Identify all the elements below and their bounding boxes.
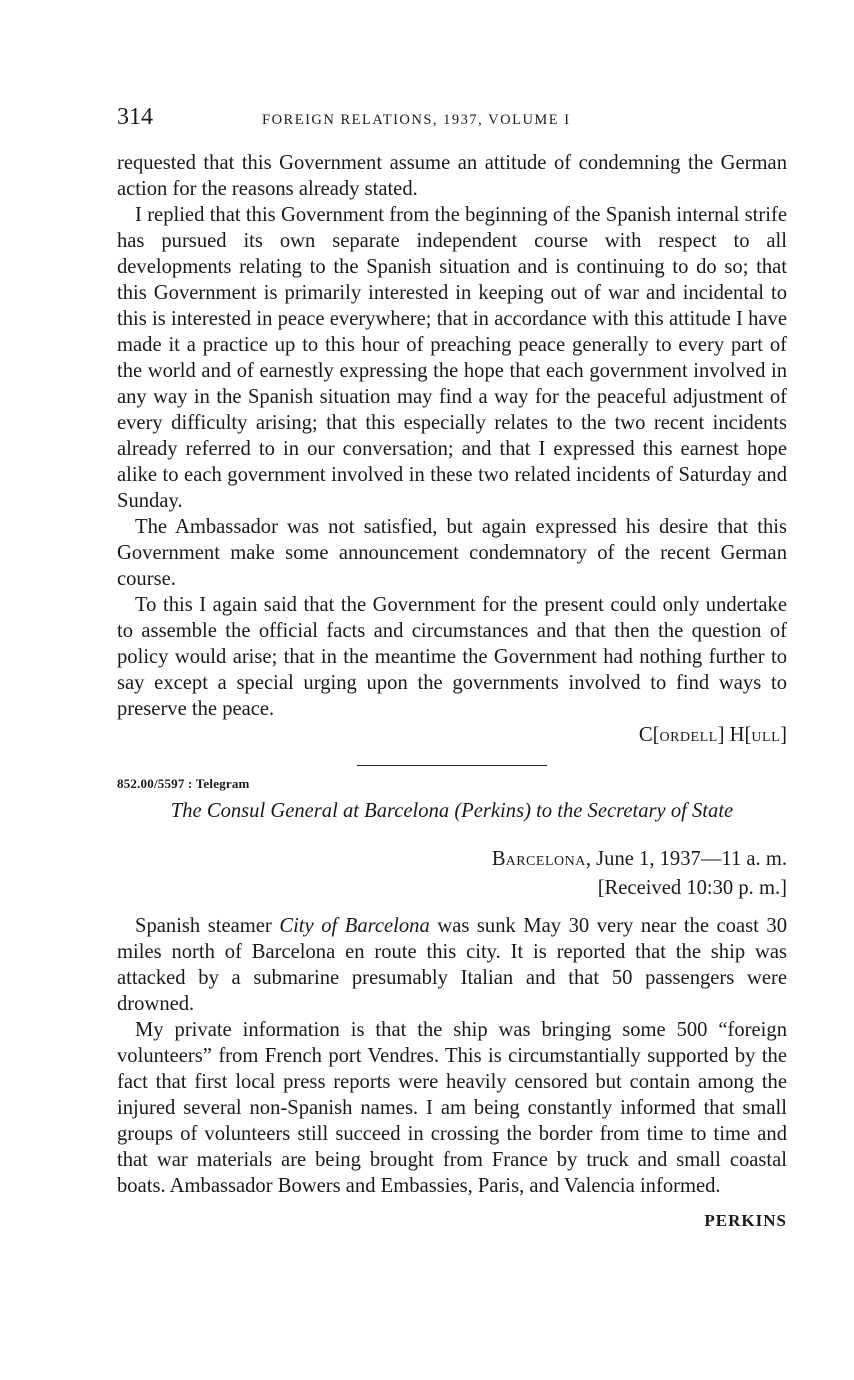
sig-h-smallcaps: ULL [751,730,781,745]
paragraph-continued: requested that this Government assume an attitude of condemning the German action for the reasons already stated. [117,152,787,200]
para-rest: was sunk May 30 very near the coast 30 miles north of Barcelona en route this city. It is reported that the ship was attacked by a submarine presumably Italian and that 50 passengers were drowned. [117,915,787,1015]
dateline-smallcaps: ARCELONA [505,854,586,869]
page-number: 314 [117,104,153,130]
spacer [117,901,787,913]
section-divider [357,765,547,766]
sig-mid: ] H[ [717,724,752,746]
ship-name: City of Barcelona [279,915,430,937]
telegram-paragraph [117,913,787,1017]
sig-c: C[ [638,724,660,746]
signoff-perkins: PERKINS [704,1211,787,1230]
para-start: Spanish steamer [135,915,280,937]
sig-end: ] [780,724,787,746]
document-title: The Consul General at Barcelona (Perkins) to the Secretary of State [170,800,734,822]
paragraph: The Ambassador was not satisfied, but again expressed his desire that this Government make some announcement condemnatory of the recent German course. [117,516,787,590]
received-line: [Received 10:30 p. m.] [597,877,787,899]
sig-c-smallcaps: ORDELL [659,730,718,745]
page-body [117,150,787,1231]
paragraph: I replied that this Government from the beginning of the Spanish internal strife has pursued its own separate independent course with respect to all developments relating to the Spanish situation and is continuing to do so; that this Government is primarily interested in keeping out of war and incidental to this is interested in peace everywhere; that in accordance with this attitude I have made it a practice up to this hour of preaching peace generally to every part of the world and of earnestly expressing the hope that each government involved in any way in the Spanish situation may find a way for the peaceful adjustment of every difficulty arising; that this especially relates to the two recent incidents already referred to in our conversation; and that I expressed this earnest hope alike to each government involved in these two related incidents of Saturday and Sunday. [117,204,787,512]
paragraph: To this I again said that the Government for the present could only undertake to assemble the official facts and circumstances and that then the question of policy would arise; that in the meantime the Government had nothing further to say except a special urging upon the governments involved to find ways to preserve the peace. [117,594,787,720]
dateline-initial: B [491,848,506,870]
file-number: 852.00/5597 : Telegram [117,776,250,791]
signature-hull [117,722,787,751]
page-header [117,104,787,134]
telegram-paragraph: My private information is that the ship was bringing some 500 “foreign volunteers” from French port Vendres. This is circumstantially supported by the fact that first local press reports were heavily censored but contain among the injured several non-Spanish names. I am being constantly informed that small groups of volunteers still succeed in crossing the border from time to time and that war materials are being brought from France by truck and small coastal boats. Ambassador Bowers and Embassies, Paris, and Valencia informed. [117,1019,787,1197]
running-head: FOREIGN RELATIONS, 1937, VOLUME I [262,112,571,128]
dateline-rest: , June 1, 1937—11 a. m. [585,848,787,870]
dateline [117,846,787,875]
